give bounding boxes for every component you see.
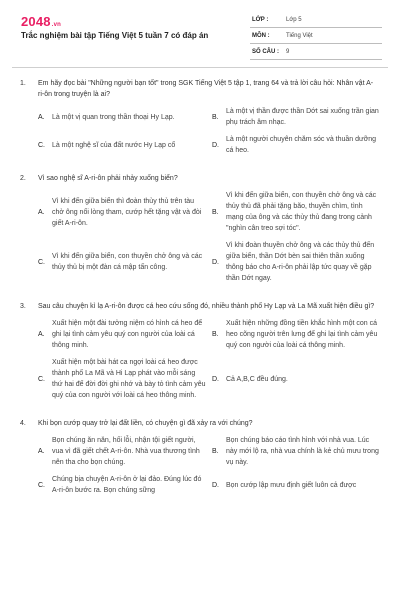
option-text: Vì khi đến giữa biển, con thuyền chở ông và các thủy thủ bị một đàn cá mập tấn công.: [52, 253, 203, 271]
info-value: Lớp 5: [286, 16, 302, 23]
answer-options: [0, 106, 400, 162]
option-text: Là một vị quan trong thần thoại Hy Lạp.: [52, 113, 175, 121]
answer-option[interactable]: [38, 240, 212, 284]
question-list: [0, 78, 400, 513]
question-number: 4.: [20, 420, 26, 427]
question-item: [0, 78, 400, 162]
question-stem: [0, 173, 400, 184]
answer-options: [0, 318, 400, 407]
option-letter: C.: [38, 375, 45, 383]
question-stem: [0, 78, 400, 100]
option-letter: B.: [212, 113, 219, 121]
answer-option[interactable]: [212, 106, 386, 128]
option-letter: D.: [212, 375, 219, 383]
answer-option[interactable]: [212, 240, 386, 284]
site-logo[interactable]: 2048.vn: [21, 14, 62, 29]
option-text: Xuất hiện những đồng tiền khắc hình một con cá heo cõng người trên lưng để ghi lại tình cảm yêu quý con người của loài cá thông minh.: [226, 320, 378, 349]
info-panel: [250, 12, 382, 60]
info-label: MÔN :: [252, 32, 270, 39]
info-value: 9: [286, 48, 290, 55]
answer-option[interactable]: [212, 134, 386, 156]
option-letter: A.: [38, 113, 45, 121]
page-title: Trắc nghiệm bài tập Tiếng Việt 5 tuần 7 có đáp án: [21, 31, 209, 40]
question-stem: [0, 301, 400, 312]
option-text: Là một nghệ sĩ của đất nước Hy Lạp cổ: [52, 141, 176, 149]
answer-option[interactable]: [212, 474, 386, 496]
option-text: Xuất hiện một bài hát ca ngợi loài cá heo được thành phố La Mã và Hi Lạp phát vào mỗi sáng thứ hai để đời đời ghi nhớ và bày tỏ tình cảm yêu quý của con người với loài cá heo thông minh.: [52, 359, 206, 399]
option-letter: D.: [212, 258, 219, 266]
question-item: [0, 301, 400, 407]
answer-option[interactable]: [38, 190, 212, 234]
option-text: Cả A,B,C đều đúng.: [226, 375, 288, 383]
option-letter: A.: [38, 331, 45, 338]
option-letter: D.: [212, 481, 219, 489]
answer-option[interactable]: [38, 435, 212, 468]
info-row-subject: [250, 28, 382, 44]
question-text: Sau câu chuyện kì lạ A-ri-ôn được cá heo cứu sống đó, nhiều thành phố Hy Lạp và La Mã xuất hiện điều gì?: [38, 303, 375, 310]
header-divider: [12, 67, 388, 68]
answer-option[interactable]: [38, 106, 212, 128]
option-text: Là một vị thần được thần Dớt sai xuống trần gian phụ trách âm nhạc.: [226, 108, 379, 126]
option-letter: C.: [38, 141, 45, 149]
option-text: Xuất hiện một đài tưởng niệm có hình cá heo để ghi lại tình cảm yêu quý con người của loài cá thông minh.: [52, 320, 203, 349]
question-number: 2.: [20, 175, 26, 182]
question-number: 3.: [20, 303, 26, 310]
option-letter: B.: [212, 208, 219, 216]
option-letter: A.: [38, 448, 45, 455]
option-text: Vì khi đến giữa biển, con thuyền chở ông và các thủy thủ đã phải tặng bão, thuyền chìm, tình mạng của ông và các thủy thủ đang trong cảnh "nghìn cân treo sợi tóc".: [226, 192, 377, 232]
option-letter: A.: [38, 208, 45, 216]
info-label: LỚP :: [252, 16, 269, 23]
question-text: Khi bọn cướp quay trở lại đất liền, có chuyện gì đã xảy ra với chúng?: [38, 420, 253, 427]
option-letter: D.: [212, 141, 219, 149]
answer-option[interactable]: [38, 318, 212, 351]
option-letter: B.: [212, 448, 219, 455]
question-text: Em hãy đọc bài "Những người bạn tốt" trong SGK Tiếng Việt 5 tập 1, trang 64 và trả lời câu hỏi: Nhân vật A-ri-ôn trong truyện là ai?: [38, 80, 374, 98]
answer-options: [0, 435, 400, 502]
option-text: Vì khi đoàn thuyền chở ông và các thủy thủ đến giữa biển, thần Dớt bèn sai thiên thần xuống thông báo cho A-ri-ôn phải lập tức quay về gặp thần Dớt ngay.: [226, 242, 375, 282]
info-value: Tiếng Việt: [286, 32, 313, 39]
question-stem: [0, 418, 400, 429]
info-label: SỐ CÂU :: [252, 48, 279, 55]
answer-option[interactable]: [212, 318, 386, 351]
question-item: [0, 418, 400, 502]
question-number: 1.: [20, 80, 26, 87]
answer-option[interactable]: [38, 357, 212, 401]
answer-option[interactable]: [212, 190, 386, 234]
info-row-class: [250, 12, 382, 28]
header: [0, 0, 400, 64]
option-text: Chúng bịa chuyện A-ri-ôn ở lại đảo. Đúng lúc đó A-ri-ôn bước ra. Bọn chúng sững: [52, 476, 202, 494]
option-letter: C.: [38, 481, 45, 489]
option-letter: C.: [38, 258, 45, 266]
option-text: Bọn chúng ăn năn, hối lỗi, nhận tội giết người, vua vì đã giết chết A-ri-ôn. Nhà vua thương tình nên tha cho bọn chúng.: [52, 437, 200, 466]
option-text: Bọn chúng báo cáo tình hình với nhà vua. Lúc này mới lộ ra, nhà vua chính là kẻ chủ mưu trong vụ này.: [226, 437, 379, 466]
option-letter: B.: [212, 331, 219, 338]
option-text: Bọn cướp lập mưu định giết luôn cả được: [226, 481, 357, 489]
info-row-question-count: [250, 44, 382, 60]
answer-option[interactable]: [38, 134, 212, 156]
answer-option[interactable]: [212, 357, 386, 401]
answer-option[interactable]: [38, 474, 212, 496]
question-text: Vì sao nghệ sĩ A-ri-ôn phải nhảy xuống biển?: [38, 175, 178, 182]
option-text: Là một người chuyên chăm sóc và thuần dưỡng cá heo.: [226, 136, 377, 154]
answer-option[interactable]: [212, 435, 386, 468]
question-item: [0, 173, 400, 290]
answer-options: [0, 190, 400, 290]
option-text: Vì khi đến giữa biển thì đoàn thủy thủ trên tàu chở ông nổi lòng tham, cướp hết tặng vật và đòi giết A-ri-ôn.: [52, 197, 202, 227]
